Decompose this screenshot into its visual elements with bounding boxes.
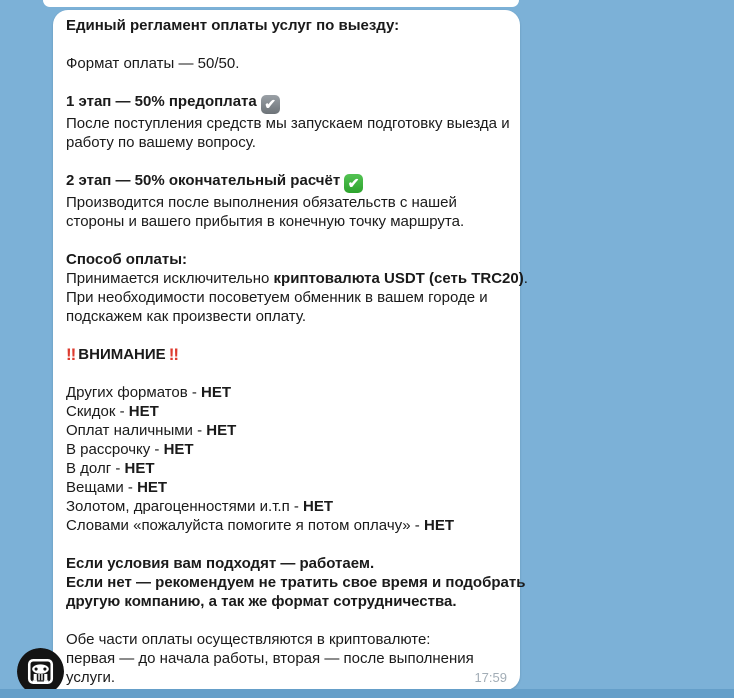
message-text-segment: НЕТ [124, 460, 155, 477]
message-text-segment: другую компанию, а так же формат сотрудничества. [66, 593, 457, 610]
message-line [66, 402, 506, 421]
message-line [66, 497, 506, 516]
message-line [66, 459, 506, 478]
message-text-segment: Словами «пожалуйста помогите я потом оплачу» - [66, 517, 424, 534]
previous-message-bubble [43, 0, 519, 7]
gray-checkbox-emoji: ✔ [261, 95, 280, 114]
message-text-segment: Формат оплаты — 50/50. [66, 55, 240, 72]
message-text-segment: НЕТ [128, 403, 159, 420]
message-line [66, 554, 506, 573]
message-line [66, 421, 506, 440]
message-line [66, 288, 506, 307]
message-text-segment: НЕТ [303, 498, 334, 515]
message-text-segment: Если условия вам подходят — работаем. [66, 555, 375, 572]
message-line [66, 668, 506, 687]
message-line [66, 535, 506, 554]
message-text-segment: НЕТ [206, 422, 237, 439]
double-exclamation-emoji: ‼ [168, 345, 178, 364]
message-line [66, 383, 506, 402]
message-line [66, 307, 506, 326]
message-text-segment: Если нет — рекомендуем не тратить свое время и подобрать [66, 574, 526, 591]
message-line [66, 16, 506, 35]
message-line [66, 364, 506, 383]
message-line [66, 212, 506, 231]
message-line [66, 611, 506, 630]
message-text-segment: Производится после выполнения обязательств с нашей [66, 194, 457, 211]
message-line [66, 193, 506, 212]
message-line [66, 54, 506, 73]
message-line [66, 649, 506, 668]
message-line [66, 630, 506, 649]
message-line [66, 345, 506, 364]
message-text-segment: НЕТ [163, 441, 194, 458]
message-line [66, 269, 528, 288]
message-text-segment: В рассрочку - [66, 441, 164, 458]
message-text-segment: 1 этап — 50% предоплата [66, 93, 257, 110]
message-text-segment: Других форматов - [66, 384, 202, 401]
message-text-segment: НЕТ [201, 384, 232, 401]
message-line [66, 516, 506, 535]
avatar[interactable] [17, 648, 64, 695]
message-text-segment: Способ оплаты: [66, 251, 188, 268]
message-text-segment: первая — до начала работы, вторая — после выполнения [66, 650, 474, 667]
message-text-segment: Вещами - [66, 479, 138, 496]
message-line [66, 73, 506, 92]
message-bubble [53, 10, 528, 690]
message-text-segment: стороны и вашего прибытия в конечную точку маршрута. [66, 213, 465, 230]
message-text-segment: НЕТ [423, 517, 454, 534]
message-text-segment: 2 этап — 50% окончательный расчёт [66, 172, 341, 189]
message-text-segment: . [523, 270, 528, 287]
message-text-segment: В долг - [66, 460, 125, 477]
message-text-segment: услуги. [66, 669, 116, 686]
message-text-segment: НЕТ [137, 479, 168, 496]
message-text-segment: При необходимости посоветуем обменник в вашем городе и [66, 289, 488, 306]
message-text-segment: ВНИМАНИЕ [78, 346, 166, 363]
message-text-segment: работу по вашему вопросу. [66, 134, 256, 151]
message-text [66, 16, 528, 687]
green-checkmark-emoji: ✔ [344, 174, 363, 193]
message-text-segment: Оплат наличными - [66, 422, 207, 439]
message-text-segment: Единый регламент оплаты услуг по выезду: [66, 17, 400, 34]
message-line [66, 92, 506, 114]
chat-bottom-strip [0, 689, 734, 698]
message-line [66, 35, 506, 54]
message-line [66, 326, 506, 345]
message-text-segment: Скидок - [66, 403, 129, 420]
message-text-segment: Обе части оплаты осуществляются в криптовалюте: [66, 631, 431, 648]
double-exclamation-emoji: ‼ [66, 345, 76, 364]
message-line [66, 133, 506, 152]
message-line [66, 231, 506, 250]
message-line [66, 592, 506, 611]
message-line [66, 478, 506, 497]
message-text-segment: Золотом, драгоценностями и.т.п - [66, 498, 304, 515]
vehicle-logo-icon [17, 648, 64, 695]
message-text-segment: подскажем как произвести оплату. [66, 308, 306, 325]
message-line [66, 114, 510, 133]
message-text-segment: криптовалюта USDT (сеть TRC20) [273, 270, 524, 287]
message-line [66, 152, 506, 171]
message-line [66, 440, 506, 459]
message-text-segment: Принимается исключительно [66, 270, 274, 287]
message-timestamp: 17:59 [474, 670, 507, 685]
message-text-segment: После поступления средств мы запускаем подготовку выезда и [66, 115, 510, 132]
message-line [66, 250, 506, 269]
message-line [66, 573, 526, 592]
message-line [66, 171, 506, 193]
